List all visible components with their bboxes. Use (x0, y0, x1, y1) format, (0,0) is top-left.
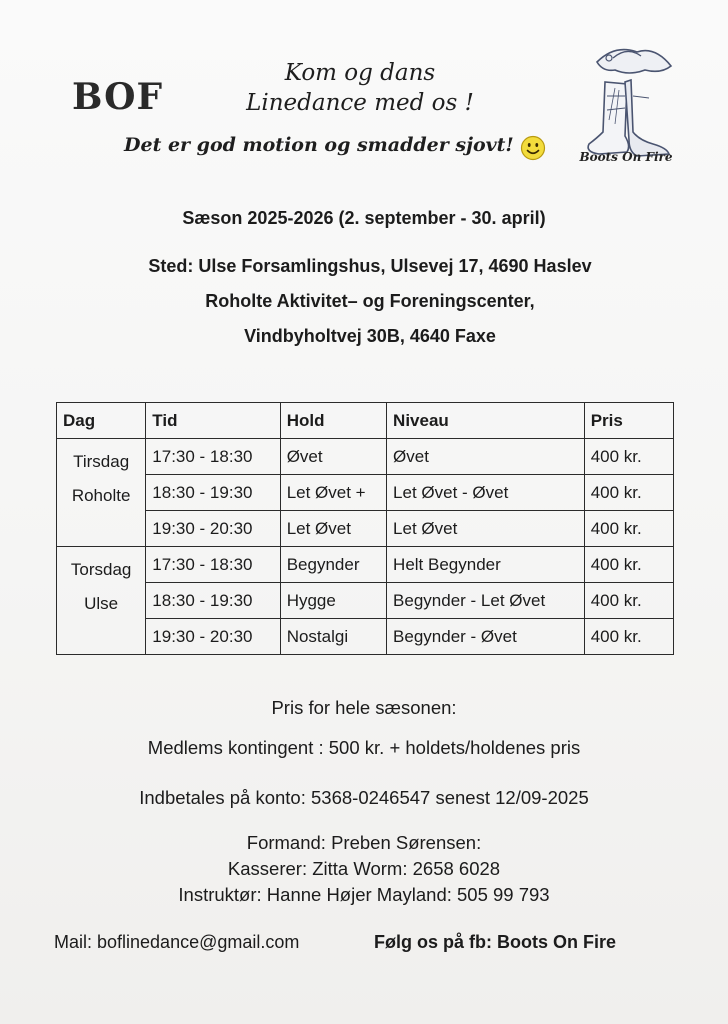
day-name: Torsdag (70, 560, 132, 579)
location-line-3: Vindbyholtvej 30B, 4640 Faxe (244, 326, 496, 346)
table-row (57, 619, 674, 655)
time-cell: 19:30 - 20:30 (146, 511, 280, 547)
smiley-icon (520, 135, 546, 161)
tagline: Det er god motion og smadder sjovt! (124, 134, 514, 156)
price-cell: 400 kr. (584, 475, 673, 511)
team-cell: Let Øvet (280, 511, 386, 547)
price-cell: 400 kr. (584, 439, 673, 475)
level-cell: Helt Begynder (387, 547, 585, 583)
team-cell: Let Øvet + (280, 475, 386, 511)
price-cell: 400 kr. (584, 583, 673, 619)
table-row (57, 511, 674, 547)
headline (230, 58, 490, 118)
table-row (57, 583, 674, 619)
time-cell: 17:30 - 18:30 (146, 439, 280, 475)
header-day: Dag (57, 403, 146, 439)
table-row (57, 547, 674, 583)
time-cell: 17:30 - 18:30 (146, 547, 280, 583)
boots-on-fire-logo-text: Boots On Fire (579, 150, 673, 164)
header-team: Hold (280, 403, 386, 439)
header-price: Pris (584, 403, 673, 439)
chair-contact: Formand: Preben Sørensen: (246, 832, 482, 853)
treasurer-contact: Kasserer: Zitta Worm: 2658 6028 (227, 858, 501, 879)
instructor-contact: Instruktør: Hanne Højer Mayland: 505 99 793 (178, 884, 550, 905)
time-cell: 19:30 - 20:30 (146, 619, 280, 655)
time-cell: 18:30 - 19:30 (146, 583, 280, 619)
email-link[interactable]: Mail: boflinedance@gmail.com (54, 932, 300, 952)
price-cell: 400 kr. (584, 619, 673, 655)
table-row (57, 475, 674, 511)
location-line-2: Roholte Aktivitet– og Foreningscenter, (205, 291, 535, 311)
day-place: Roholte (71, 486, 131, 505)
team-cell: Hygge (280, 583, 386, 619)
time-cell: 18:30 - 19:30 (146, 475, 280, 511)
table-row (57, 439, 674, 475)
team-cell: Nostalgi (280, 619, 386, 655)
table-header-row (57, 403, 674, 439)
level-cell: Øvet (387, 439, 585, 475)
level-cell: Let Øvet - Øvet (387, 475, 585, 511)
day-place: Ulse (84, 594, 119, 613)
headline-line-1: Kom og dans (284, 60, 436, 86)
level-cell: Begynder - Øvet (387, 619, 585, 655)
team-cell: Øvet (280, 439, 386, 475)
schedule-table (56, 402, 674, 655)
price-cell: 400 kr. (584, 547, 673, 583)
season-dates: Sæson 2025-2026 (2. september - 30. april) (182, 208, 546, 228)
membership-fee: Medlems kontingent : 500 kr. + holdets/holdenes pris (147, 737, 581, 758)
pricing-title: Pris for hele sæsonen: (271, 697, 457, 718)
header-time: Tid (146, 403, 280, 439)
headline-line-2: Linedance med os ! (246, 90, 474, 116)
level-cell: Let Øvet (387, 511, 585, 547)
location-line-1: Sted: Ulse Forsamlingshus, Ulsevej 17, 4690 Haslev (148, 256, 592, 276)
header-level: Niveau (387, 403, 585, 439)
team-cell: Begynder (280, 547, 386, 583)
day-name: Tirsdag (73, 452, 130, 471)
facebook-link[interactable]: Følg os på fb: Boots On Fire (374, 932, 616, 952)
day-cell-thursday (57, 547, 146, 655)
day-cell-tuesday (57, 439, 146, 547)
price-cell: 400 kr. (584, 511, 673, 547)
payment-info: Indbetales på konto: 5368-0246547 senest 12/09-2025 (139, 787, 589, 808)
level-cell: Begynder - Let Øvet (387, 583, 585, 619)
bof-logo: BOF (72, 76, 164, 118)
